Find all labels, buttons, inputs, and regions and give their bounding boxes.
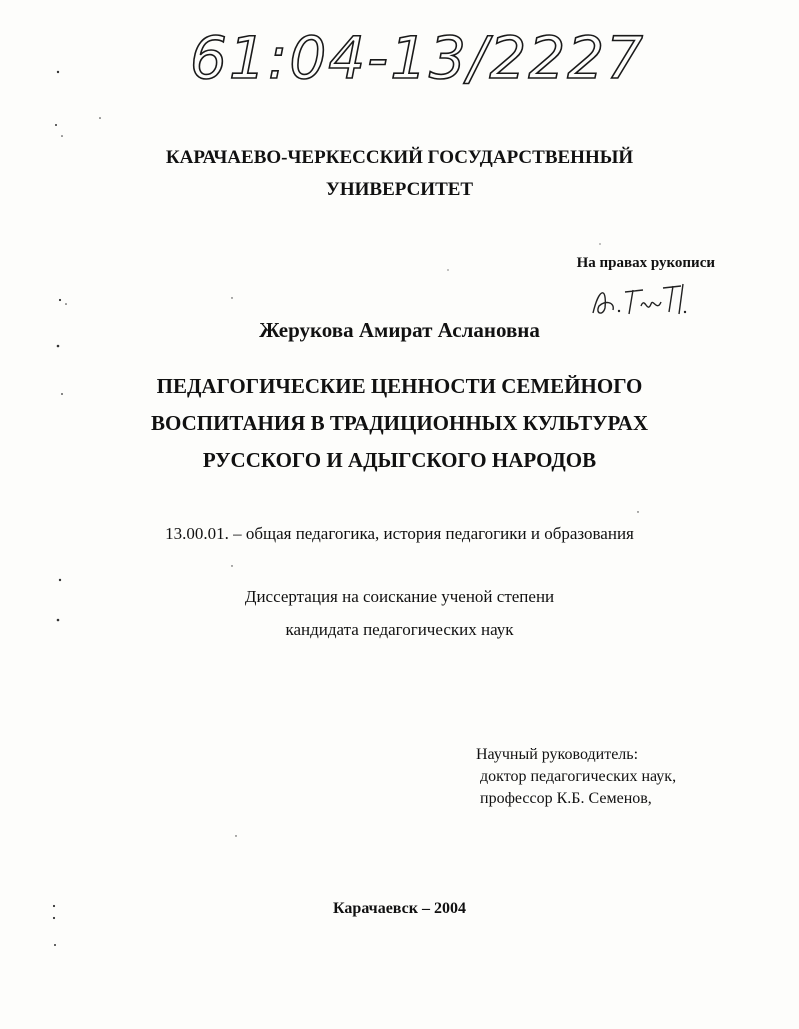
university-line-1: КАРАЧАЕВО-ЧЕРКЕССКИЙ ГОСУДАРСТВЕННЫЙ (165, 147, 634, 168)
university-name (0, 142, 799, 206)
author-name: Жерукова Амират Аслановна (259, 318, 540, 342)
degree-line-2: кандидата педагогических наук (285, 620, 514, 639)
dissertation-title (0, 368, 799, 479)
university-line-2: УНИВЕРСИТЕТ (325, 179, 474, 200)
degree-line-1: Диссертация на соискание ученой степени (244, 587, 555, 606)
degree-statement (0, 580, 799, 646)
advisor-label: Научный руководитель: (476, 746, 639, 763)
handwritten-catalog-number (0, 0, 799, 120)
signature (585, 278, 695, 323)
title-line-3: РУССКОГО И АДЫГСКОГО НАРОДОВ (202, 448, 597, 472)
advisor-name: профессор К.Б. Семенов, (480, 790, 652, 807)
catalog-number-text: 61:04-13/2227 (190, 24, 646, 92)
advisor-rank: доктор педагогических наук, (480, 768, 677, 785)
rights-note: На правах рукописи (576, 255, 715, 271)
specialty-code: 13.00.01. – общая педагогика, история педагогики и образования (165, 524, 634, 543)
title-line-2: ВОСПИТАНИЯ В ТРАДИЦИОННЫХ КУЛЬТУРАХ (151, 411, 648, 435)
city-year: Карачаевск – 2004 (333, 900, 466, 917)
title-line-1: ПЕДАГОГИЧЕСКИЕ ЦЕННОСТИ СЕМЕЙНОГО (156, 374, 643, 398)
scientific-advisor (476, 744, 676, 810)
